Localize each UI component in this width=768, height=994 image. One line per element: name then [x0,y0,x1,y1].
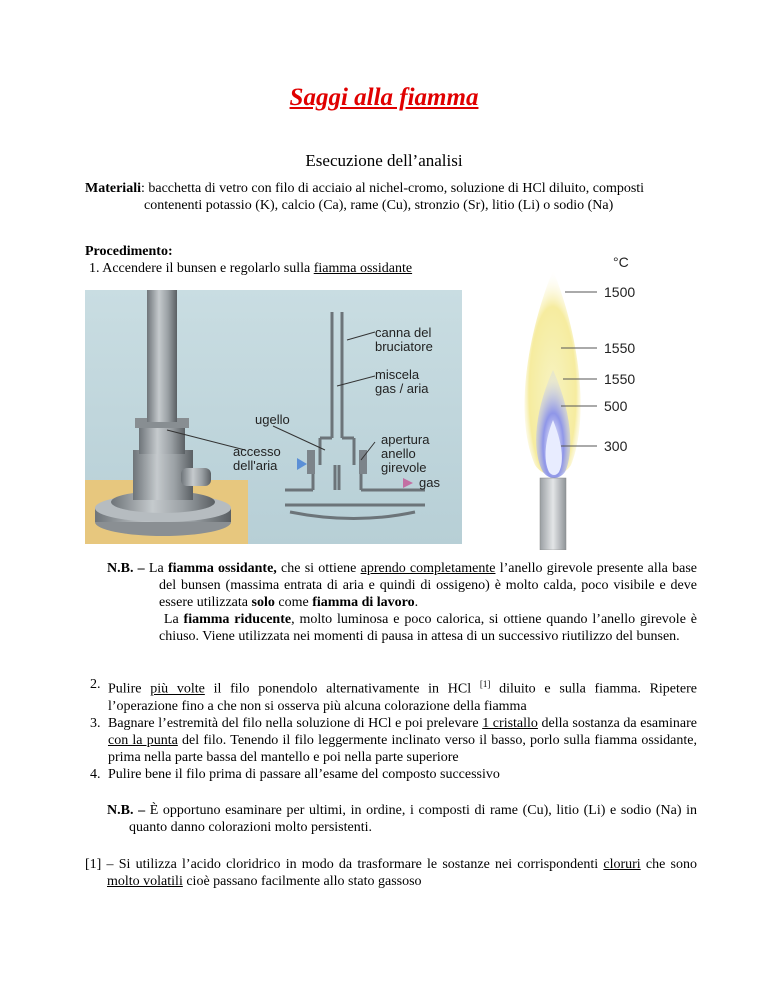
label-apertura: apertura anello girevole [381,432,430,475]
materials-text-1: : bacchetta di vetro con filo di acciaio al nichel-cromo, soluzione di HCl diluito, composti [140,181,645,196]
step2-a: Pulire [108,681,151,697]
footnote-cloruri: cloruri [603,857,641,872]
step1-text: Accendere il bunsen e regolarlo sulla [102,261,314,276]
page-subtitle: Esecuzione dell’analisi [305,151,463,170]
footnote [85,856,697,890]
step2-c: il filo ponendolo alternativamente in HCl [204,681,480,697]
page-title: Saggi alla fiamma [289,84,479,111]
footnote-c: che sono [640,857,697,872]
flame-temp-1: 1500 [604,284,636,300]
materials-section [85,180,705,214]
materials-label: Materiali [85,181,141,196]
label-miscela: miscela gas / aria [375,367,429,396]
step1-link: fiamma ossidante [313,261,413,276]
step2-footnote-ref: [1] [479,679,491,689]
nb1-text-a: La [144,561,168,576]
nb1-ossidante: fiamma ossidante, [167,561,277,576]
step3-c: della sostanza da esaminare [537,715,698,731]
nb1-label: N.B. – [107,561,145,576]
flame-figure [505,250,670,550]
footnote-volatili: molto volatili [107,874,183,889]
nb1-p2-a: La [163,612,184,627]
label-canna: canna del bruciatore [375,325,433,354]
procedure-section [85,243,485,277]
flame-temp-3: 1550 [604,371,636,387]
step-3 [90,715,697,766]
footnote-a: [1] – Si utilizza l’acido cloridrico in modo da trasformare le sostanze nei corrispondenti [85,857,604,872]
nb1-text-e: l’anello girevole presente alla base del bunsen (massima entrata di aria e quindi di ossigeno) è molto calda, poco visibile e deve essere utilizzata [159,561,698,610]
step2-b: più volte [150,681,205,697]
label-gas: gas [419,475,440,490]
step3-b: 1 cristallo [482,715,538,731]
step4-number: 4. [90,766,101,782]
step3-a: Bagnare l’estremità del filo nella soluzione di HCl e poi prelevare [108,715,483,731]
nb1-aprendo: aprendo completamente [360,561,496,576]
label-accesso: accesso dell'aria [233,444,281,473]
nb1-p2-c: , molto luminosa e poco calorica, si ottiene quando l’anello girevole è chiuso. Viene utilizzata nei momenti di pausa in attesa di un successivo riutilizzo del bunsen. [159,612,698,644]
step-2 [90,676,697,715]
footnote-e: cioè passano facilmente allo stato gassoso [182,874,422,889]
step3-d: con la punta [108,732,178,748]
nb1-text-i: . [414,595,419,610]
nb1-section [107,560,697,645]
burner-figure [85,290,462,544]
nb1-solo: solo [251,595,275,610]
flame-unit: °C [613,254,629,270]
flame-temp-2: 1550 [604,340,636,356]
nb2-section [107,802,697,836]
step3-e: del filo. Tenendo il filo leggermente inclinato verso il basso, porlo sulla fiamma ossidante, prima nella parte bassa del mantello e poi nella parte superiore [108,732,697,765]
step1-number: 1. [89,261,100,276]
flame-temp-5: 300 [604,438,628,454]
label-ugello: ugello [255,412,290,427]
materials-text-2: contenenti potassio (K), calcio (Ca), rame (Cu), stronzio (Sr), litio (Li) o sodio (Na) [144,198,614,213]
procedure-label: Procedimento: [85,244,173,259]
step2-d: diluito e sulla fiamma. Ripetere l’operazione fino a che non si osserva più alcuna colorazione della fiamma [108,681,697,714]
nb2-text: È opportuno esaminare per ultimi, in ordine, i composti di rame (Cu), litio (Li) e sodio (Na) in quanto danno colorazioni molto persistenti. [129,803,698,835]
nb1-text-c: che si ottiene [276,561,361,576]
nb2-label: N.B. – [107,803,146,818]
nb1-text-g: come [274,595,313,610]
flame-temp-4: 500 [604,398,628,414]
nb1-riducente: fiamma riducente [183,612,292,627]
step4-a: Pulire bene il filo prima di passare all’esame del composto successivo [108,766,500,782]
flame-illustration [505,250,670,550]
step3-number: 3. [90,715,101,731]
step2-number: 2. [90,677,101,692]
steps-section [90,676,697,783]
nb1-lavoro: fiamma di lavoro [312,595,415,610]
step-4 [90,766,697,783]
